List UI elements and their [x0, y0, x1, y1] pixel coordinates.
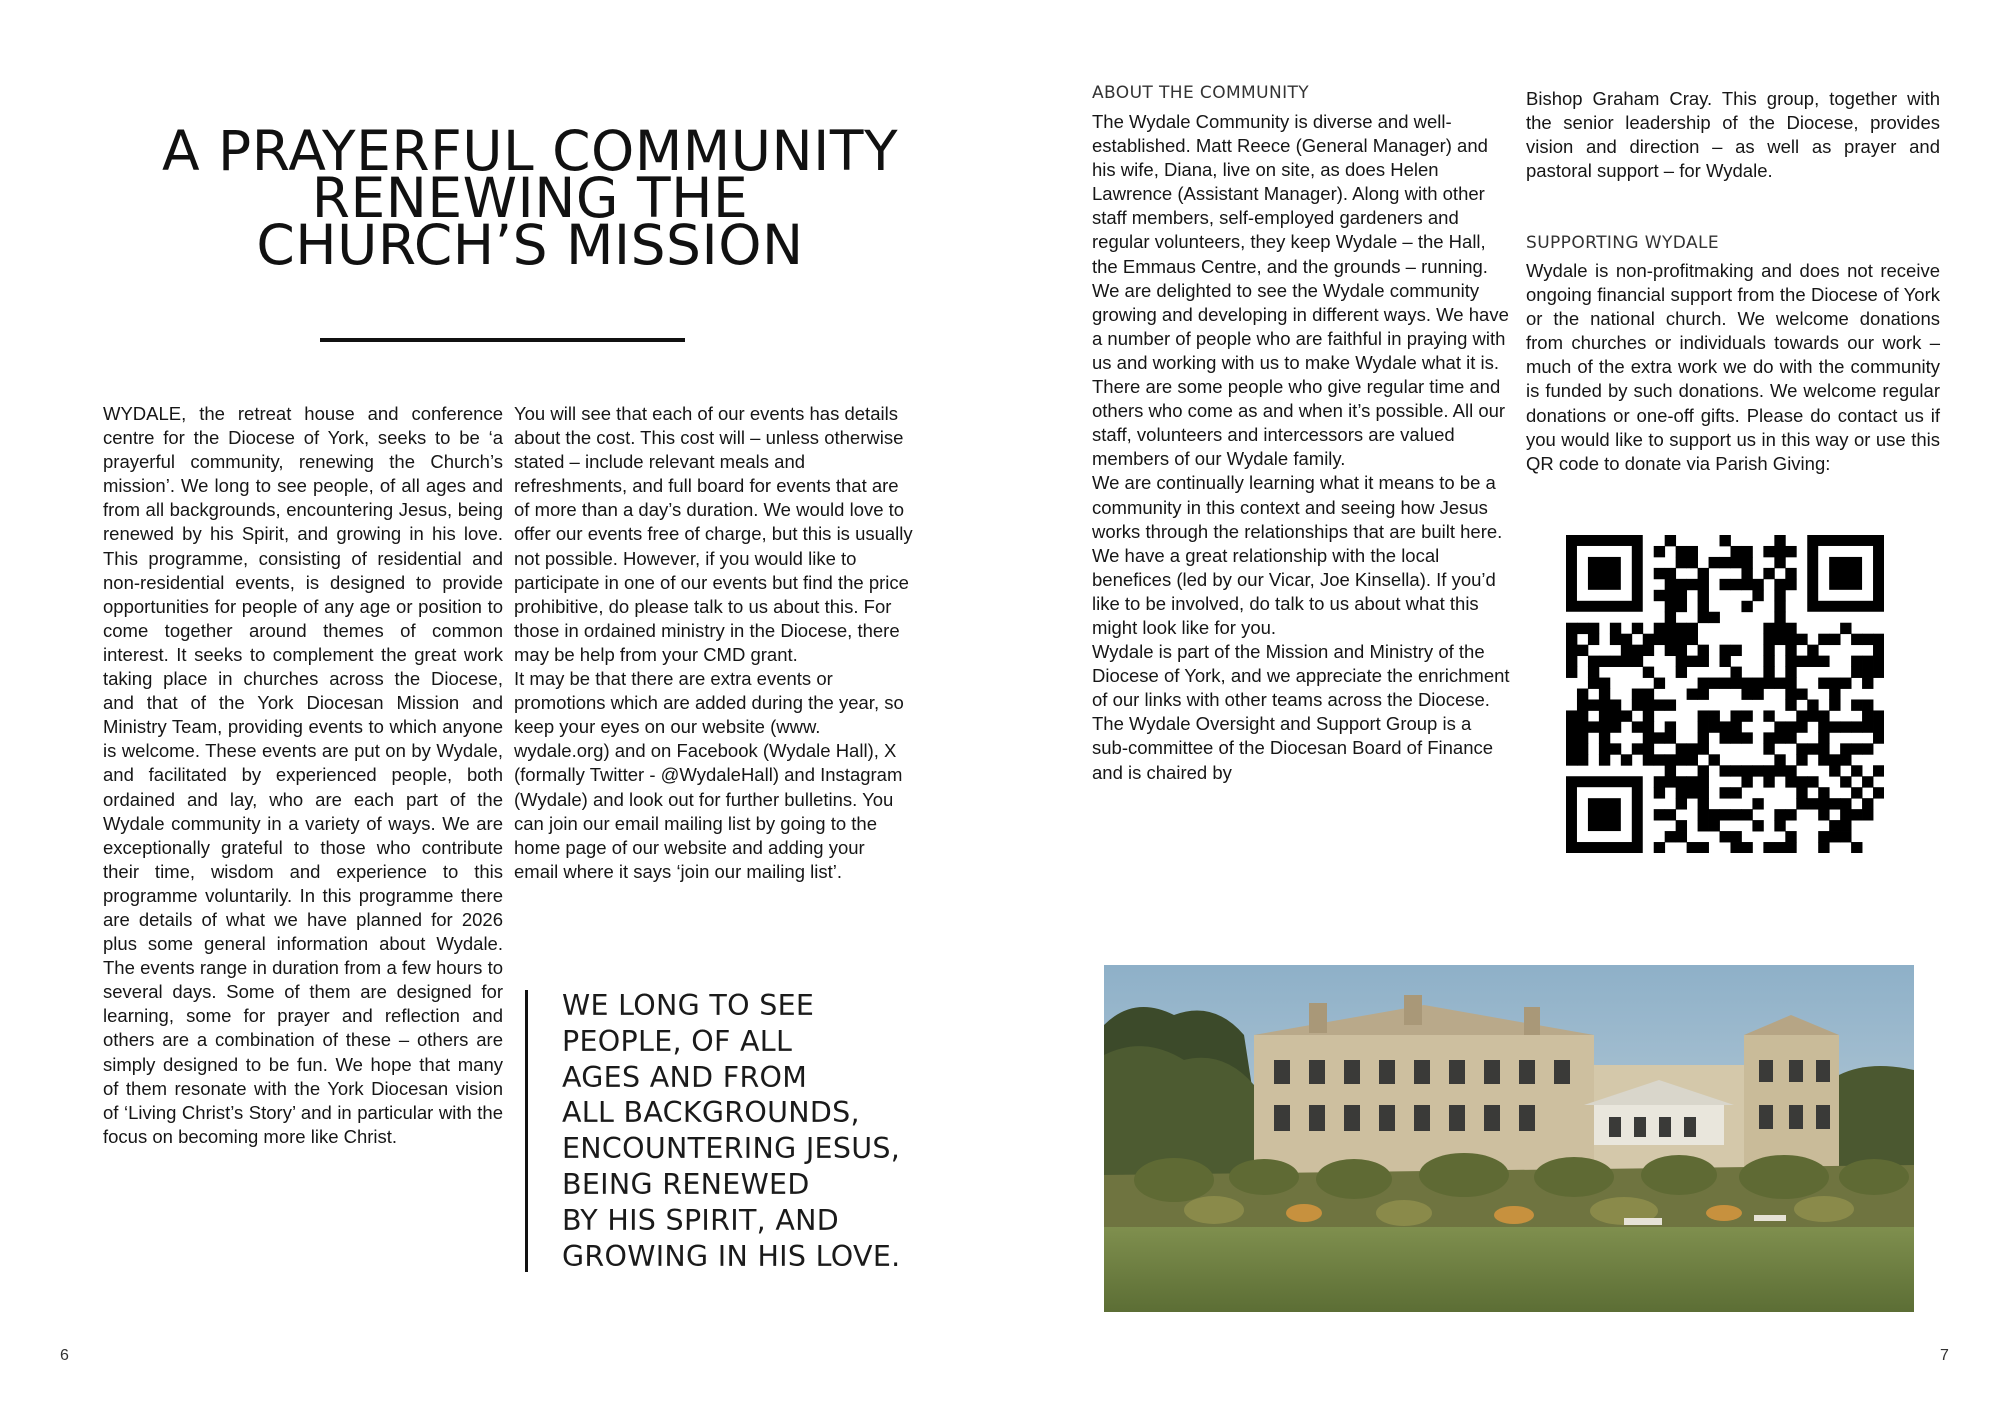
- about-paragraph: The Wydale Community is diverse and well-established. Matt Reece (General Manager) and his wife, Diana, live on site, as does Helen Lawrence (Assistant Manager). Along with other staff members, self-employed gardeners and regular volunteers, they keep Wydale – the Hall, the Emmaus Centre, and the grounds – running. We are delighted to see the Wydale community growing and developing in different ways. We have a number of people who are faithful in praying with us and working with us to make Wydale what it is. There are some people who give regular time and others who come as and when it’s possible. All our staff, volunteers and intercessors are valued members of our Wydale family.: [1092, 111, 1509, 470]
- supporting-wydale-heading: SUPPORTING WYDALE: [1526, 233, 1720, 253]
- intro-paragraph: WYDALE, the retreat house and conference centre for the Diocese of York, seeks to be ‘a prayerful community, renewing the Church’s mission’. We long to see people, of all ages and from all backgrounds, encountering Jesus, being renewed by his Spirit, and growing in his love. This programme, consisting of residential and non-residential events, is designed to provide opportunities for people of any age or position to come together around themes of common interest. It seeks to complement the great work taking place in churches across the Diocese, and that of the York Diocesan Mission and Ministry Team, providing events to which anyone is welcome. These events are put on by Wydale, and facilitated by experienced people, both ordained and lay, who are each part of the Wydale community in a variety of ways. We are exceptionally grateful to those who contribute their time, wisdom and experience to this programme voluntarily. In this programme there are details of what we have planned for 2026 plus some general information about Wydale. The events range in duration from a few hours to several days. Some of them are designed for learning, some for prayer and reflection and others are a combination of these – others are simply designed to be fun. We hope that many of them resonate with the York Diocesan vision of ‘Living Christ’s Story’ and in particular with the focus on becoming more like Christ.: [103, 403, 503, 1147]
- extra-events-paragraph: It may be that there are extra events or promotions which are added during the year, so keep your eyes on our website (www. wydale.org) and on Facebook (Wydale Hall), X (formally Twitter - @WydaleHall) and Instagram (Wydale) and look out for further bulletins. You can join our email mailing list by going to the home page of our website and adding your email where it says ‘join our mailing list’.: [514, 668, 904, 882]
- about-column: [1092, 110, 1512, 785]
- page-headline: [80, 119, 980, 277]
- headline-line: CHURCH’S MISSION: [256, 213, 804, 277]
- hall-illustration: [1104, 965, 1914, 1312]
- about-paragraph: We are continually learning what it means to be a community in this context and seeing how Jesus works through the relationships that are built here. We have a great relationship with the local benefices (led by our Vicar, Joe Kinsella). If you’d like to be involved, do talk to us about what this might look like for you.: [1092, 472, 1503, 638]
- headline-line: RENEWING THE: [311, 166, 749, 230]
- continued-column: [1526, 87, 1940, 183]
- wydale-hall-photo: [1104, 965, 1914, 1312]
- headline-line: A PRAYERFUL COMMUNITY: [161, 119, 899, 183]
- about-community-heading: ABOUT THE COMMUNITY: [1092, 83, 1310, 103]
- pull-quote-bar: [525, 990, 528, 1272]
- headline-divider: [320, 338, 685, 342]
- pull-quote-line: AGES AND FROM: [562, 1060, 808, 1094]
- right-page: [1000, 0, 2000, 1414]
- oversight-paragraph: Bishop Graham Cray. This group, together with the senior leadership of the Diocese, provides vision and direction – as well as prayer and pastoral support – for Wydale.: [1526, 88, 1940, 182]
- pull-quote-line: ENCOUNTERING JESUS,: [562, 1132, 901, 1166]
- intro-column: [103, 402, 503, 1149]
- pull-quote-line: WE LONG TO SEE: [562, 989, 815, 1022]
- supporting-paragraph: Wydale is non-profitmaking and does not receive ongoing financial support from the Diocese of York or the national church. We welcome donations from churches or individuals towards our work – much of the extra work we do with the community is funded by such donations. We welcome regular donations or one-off gifts. Please do contact us if you would like to support us in this way or use this QR code to donate via Parish Giving:: [1526, 260, 1940, 474]
- events-info-column: [514, 402, 914, 884]
- pull-quote-line: PEOPLE, OF ALL: [562, 1024, 793, 1058]
- page-number: 7: [1940, 1347, 1949, 1364]
- supporting-column: [1526, 259, 1940, 476]
- about-paragraph: Wydale is part of the Mission and Ministry of the Diocese of York, and we appreciate the enrichment of our links with other teams across the Diocese. The Wydale Oversight and Support Group is a sub-committee of the Diocesan Board of Finance and is chaired by: [1092, 641, 1510, 783]
- cost-paragraph: You will see that each of our events has details about the cost. This cost will – unless otherwise stated – include relevant meals and refreshments, and full board for events that are of more than a day’s duration. We would love to offer our events free of charge, but this is usually not possible. However, if you would like to participate in one of our events but find the price prohibitive, do please talk to us about this. For those in ordained ministry in the Diocese, there may be help from your CMD grant.: [514, 403, 913, 665]
- pull-quote-line: GROWING IN HIS LOVE.: [562, 1239, 901, 1273]
- pull-quote-line: BEING RENEWED: [562, 1167, 810, 1201]
- qr-code-graphic: [1566, 535, 1884, 853]
- pull-quote-line: ALL BACKGROUNDS,: [562, 1096, 860, 1130]
- donation-qr-code[interactable]: [1566, 535, 1884, 853]
- pull-quote: [562, 988, 992, 1274]
- pull-quote-line: BY HIS SPIRIT, AND: [562, 1203, 840, 1237]
- page-number: 6: [60, 1347, 69, 1364]
